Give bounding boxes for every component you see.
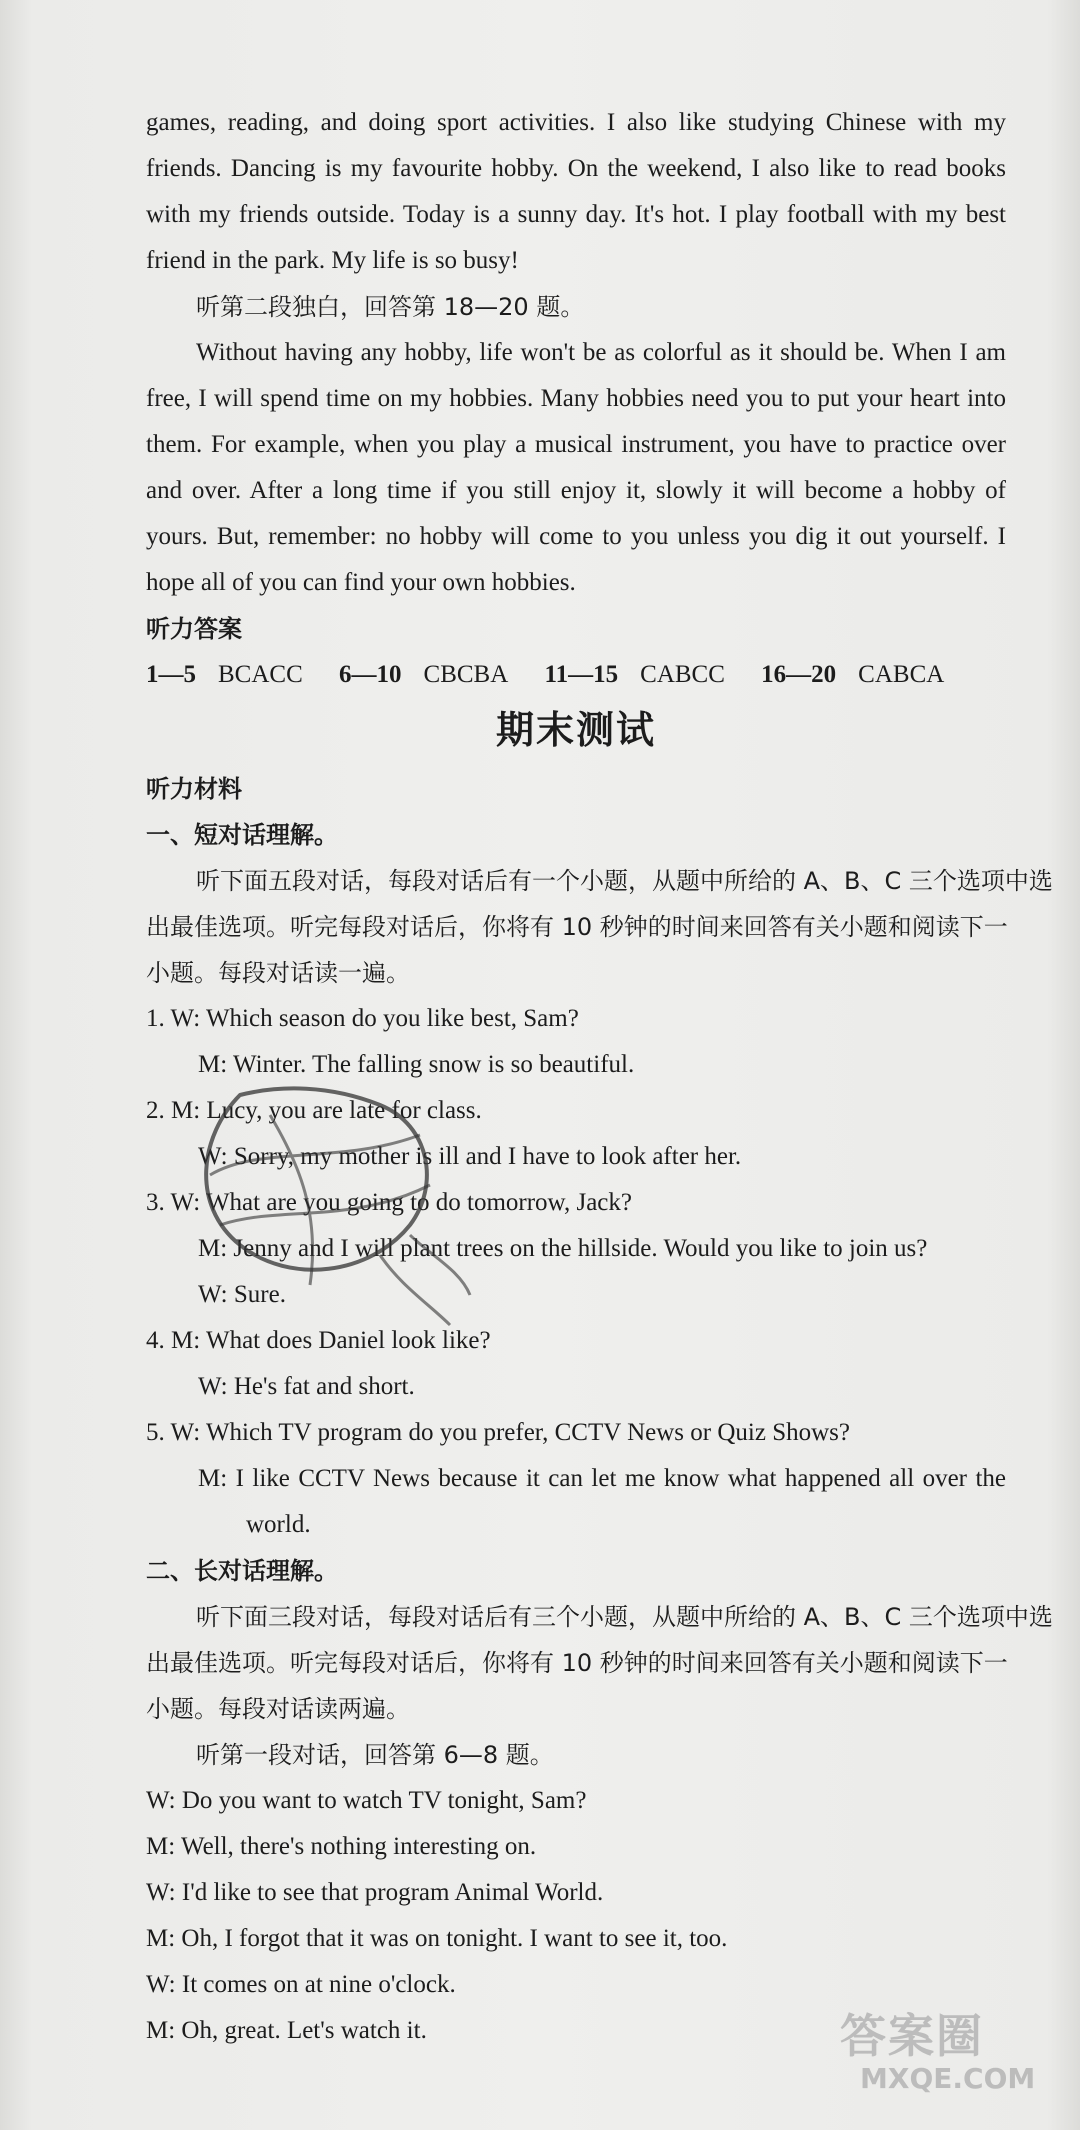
answers-heading: 听力答案 [146, 615, 242, 643]
monologue-line: hope all of you can find your own hobbies. [146, 569, 576, 596]
site-watermark [830, 2000, 1040, 2110]
monologue-line: free, I will spend time on my hobbies. Many hobbies need you to put your heart into [146, 385, 1006, 412]
dialogue-line: 1. W: Which season do you like best, Sam? [146, 1005, 579, 1032]
answer-range: 11—15 [544, 661, 619, 688]
dialogue-line: world. [246, 1511, 311, 1538]
dialogue-line: W: He's fat and short. [198, 1373, 415, 1400]
passage-line: friend in the park. My life is so busy! [146, 247, 519, 274]
monologue-line: and over. After a long time if you still enjoy it, slowly it will become a hobby of [146, 477, 1006, 504]
dialogue-line: W: Sure. [198, 1281, 286, 1308]
answer-value: CABCA [858, 661, 945, 688]
answer-range: 6—10 [339, 661, 402, 688]
answer-range: 1—5 [146, 661, 196, 688]
monologue-line: yours. But, remember: no hobby will come to you unless you dig it out yourself. I [146, 523, 1006, 550]
dialogue-line: M: I like CCTV News because it can let me know what happened all over the [198, 1465, 1006, 1492]
page-content [146, 100, 1053, 2054]
passage-line: friends. Dancing is my favourite hobby. On the weekend, I also like to read books [146, 155, 1006, 182]
section-instruction: 听第二段独白，回答第 18—20 题。 [196, 293, 585, 321]
answer-value: CBCBA [423, 661, 509, 688]
answer-value: BCACC [218, 661, 303, 688]
part2-instruction: 听下面三段对话，每段对话后有三个小题，从题中所给的 A、B、C 三个选项中选 [196, 1603, 1053, 1631]
answer-value: CABCC [640, 661, 725, 688]
dialogue-line: M: Oh, I forgot that it was on tonight. I want to see it, too. [146, 1925, 728, 1952]
dialogue-intro: 听第一段对话，回答第 6—8 题。 [196, 1741, 554, 1769]
passage-line: games, reading, and doing sport activities. I also like studying Chinese with my [146, 109, 1006, 136]
monologue-line: Without having any hobby, life won't be as colorful as it should be. When I am [196, 339, 1006, 366]
dialogue-line: M: Well, there's nothing interesting on. [146, 1833, 537, 1860]
dialogue-line: 2. M: Lucy, you are late for class. [146, 1097, 482, 1124]
monologue-line: them. For example, when you play a musical instrument, you have to practice over [146, 431, 1006, 458]
answer-range: 16—20 [761, 661, 837, 688]
dialogue-line: M: Jenny and I will plant trees on the hillside. Would you like to join us? [198, 1235, 928, 1262]
dialogue-line: W: Do you want to watch TV tonight, Sam? [146, 1787, 587, 1814]
dialogue-line: M: Oh, great. Let's watch it. [146, 2017, 427, 2044]
watermark-url: MXQE.COM [860, 2062, 1036, 2095]
exam-title: 期末测试 [495, 708, 656, 752]
part2-heading: 二、长对话理解。 [146, 1557, 338, 1585]
answer-key [146, 652, 1006, 698]
part1-instruction: 出最佳选项。听完每段对话后，你将有 10 秒钟的时间来回答有关小题和阅读下一 [146, 913, 1008, 941]
part1-heading: 一、短对话理解。 [146, 821, 338, 849]
part2-instruction: 小题。每段对话读两遍。 [146, 1695, 410, 1723]
dialogue-line: W: I'd like to see that program Animal World. [146, 1879, 604, 1906]
dialogue-line: M: Winter. The falling snow is so beautiful. [198, 1051, 635, 1078]
watermark-logo: 答案圈 [840, 2009, 984, 2063]
passage-line: with my friends outside. Today is a sunny day. It's hot. I play football with my best [146, 201, 1006, 228]
dialogue-line: 4. M: What does Daniel look like? [146, 1327, 491, 1354]
part1-instruction: 小题。每段对话读一遍。 [146, 959, 410, 987]
dialogue-line: W: It comes on at nine o'clock. [146, 1971, 456, 1998]
dialogue-line: W: Sorry, my mother is ill and I have to look after her. [198, 1143, 742, 1170]
part2-instruction: 出最佳选项。听完每段对话后，你将有 10 秒钟的时间来回答有关小题和阅读下一 [146, 1649, 1008, 1677]
dialogue-line: 5. W: Which TV program do you prefer, CCTV News or Quiz Shows? [146, 1419, 850, 1446]
part1-instruction: 听下面五段对话，每段对话后有一个小题，从题中所给的 A、B、C 三个选项中选 [196, 867, 1053, 895]
dialogue-line: 3. W: What are you going to do tomorrow, Jack? [146, 1189, 632, 1216]
materials-heading: 听力材料 [146, 775, 242, 803]
